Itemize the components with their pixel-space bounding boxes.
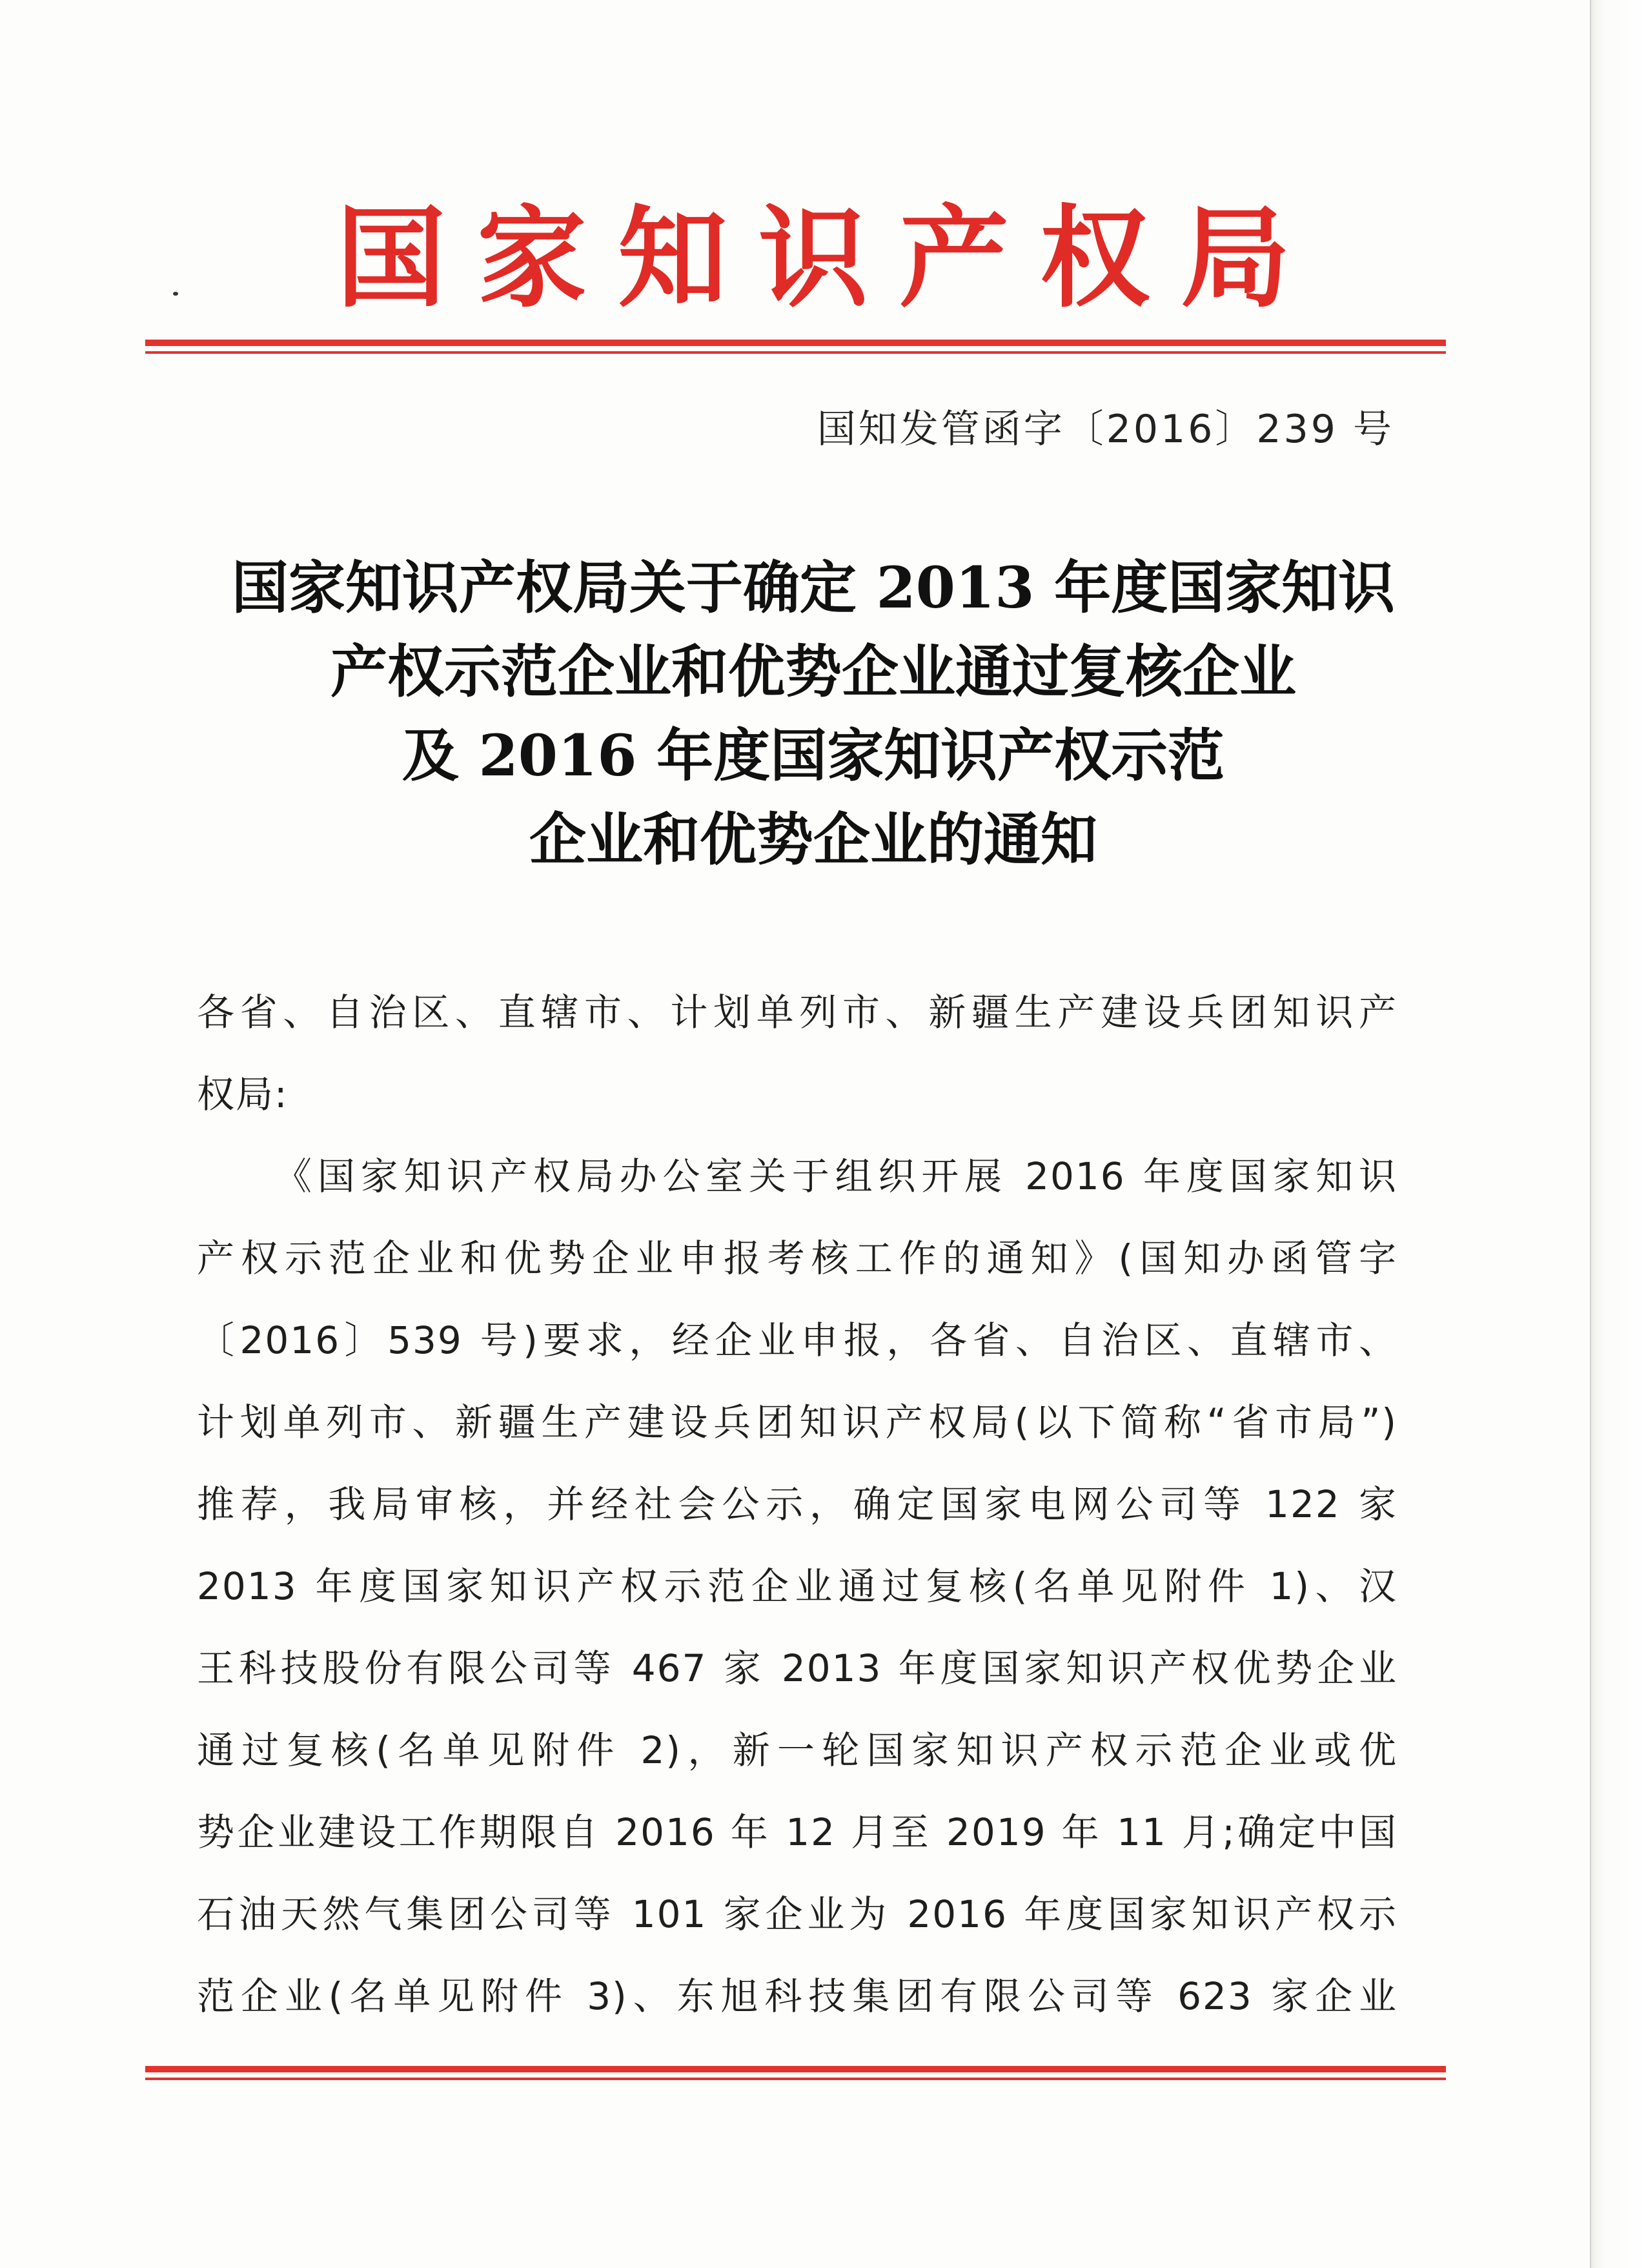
header-red-rule <box>145 340 1446 354</box>
salutation-line: 各省、自治区、直辖市、计划单列市、新疆生产建设兵团知识产 <box>197 990 1397 1034</box>
paragraph-line: 范企业(名单见附件 3)、东旭科技集团有限公司等 623 家企业 <box>197 1974 1397 2018</box>
paper-edge <box>1590 0 1646 2268</box>
paragraph-line: 通过复核(名单见附件 2)，新一轮国家知识产权示范企业或优 <box>197 1728 1397 1772</box>
paragraph-line: 王科技股份有限公司等 467 家 2013 年度国家知识产权优势企业 <box>197 1646 1397 1690</box>
paragraph-line: 石油天然气集团公司等 101 家企业为 2016 年度国家知识产权示 <box>197 1892 1397 1936</box>
paragraph-line: 〔2016〕539 号)要求，经企业申报，各省、自治区、直辖市、 <box>197 1318 1397 1362</box>
title-line: 及 2016 年度国家知识产权示范 <box>401 722 1225 789</box>
salutation-line: 权局: <box>197 1072 289 1116</box>
document-body <box>197 972 1397 2038</box>
paragraph-line: 推荐，我局审核，并经社会公示，确定国家电网公司等 122 家 <box>197 1482 1397 1526</box>
agency-header: 国家知识产权局 <box>336 194 1321 323</box>
paragraph-line: 2013 年度国家知识产权示范企业通过复核(名单见附件 1)、汉 <box>197 1564 1397 1608</box>
paragraph-line: 《国家知识产权局办公室关于组织开展 2016 年度国家知识 <box>274 1154 1397 1198</box>
paragraph-line: 产权示范企业和优势企业申报考核工作的通知》(国知办函管字 <box>197 1236 1397 1280</box>
title-line: 产权示范企业和优势企业通过复核企业 <box>330 638 1296 705</box>
paragraph-line: 势企业建设工作期限自 2016 年 12 月至 2019 年 11 月;确定中国 <box>197 1810 1397 1854</box>
title-line: 企业和优势企业的通知 <box>529 806 1097 873</box>
title-line: 国家知识产权局关于确定 2013 年度国家知识 <box>231 554 1396 621</box>
document-title <box>0 546 1627 881</box>
footer-red-rule <box>145 2066 1446 2080</box>
document-number: 国知发管函字〔2016〕239 号 <box>817 407 1394 452</box>
paragraph-line: 计划单列市、新疆生产建设兵团知识产权局(以下简称“省市局”) <box>197 1400 1397 1444</box>
